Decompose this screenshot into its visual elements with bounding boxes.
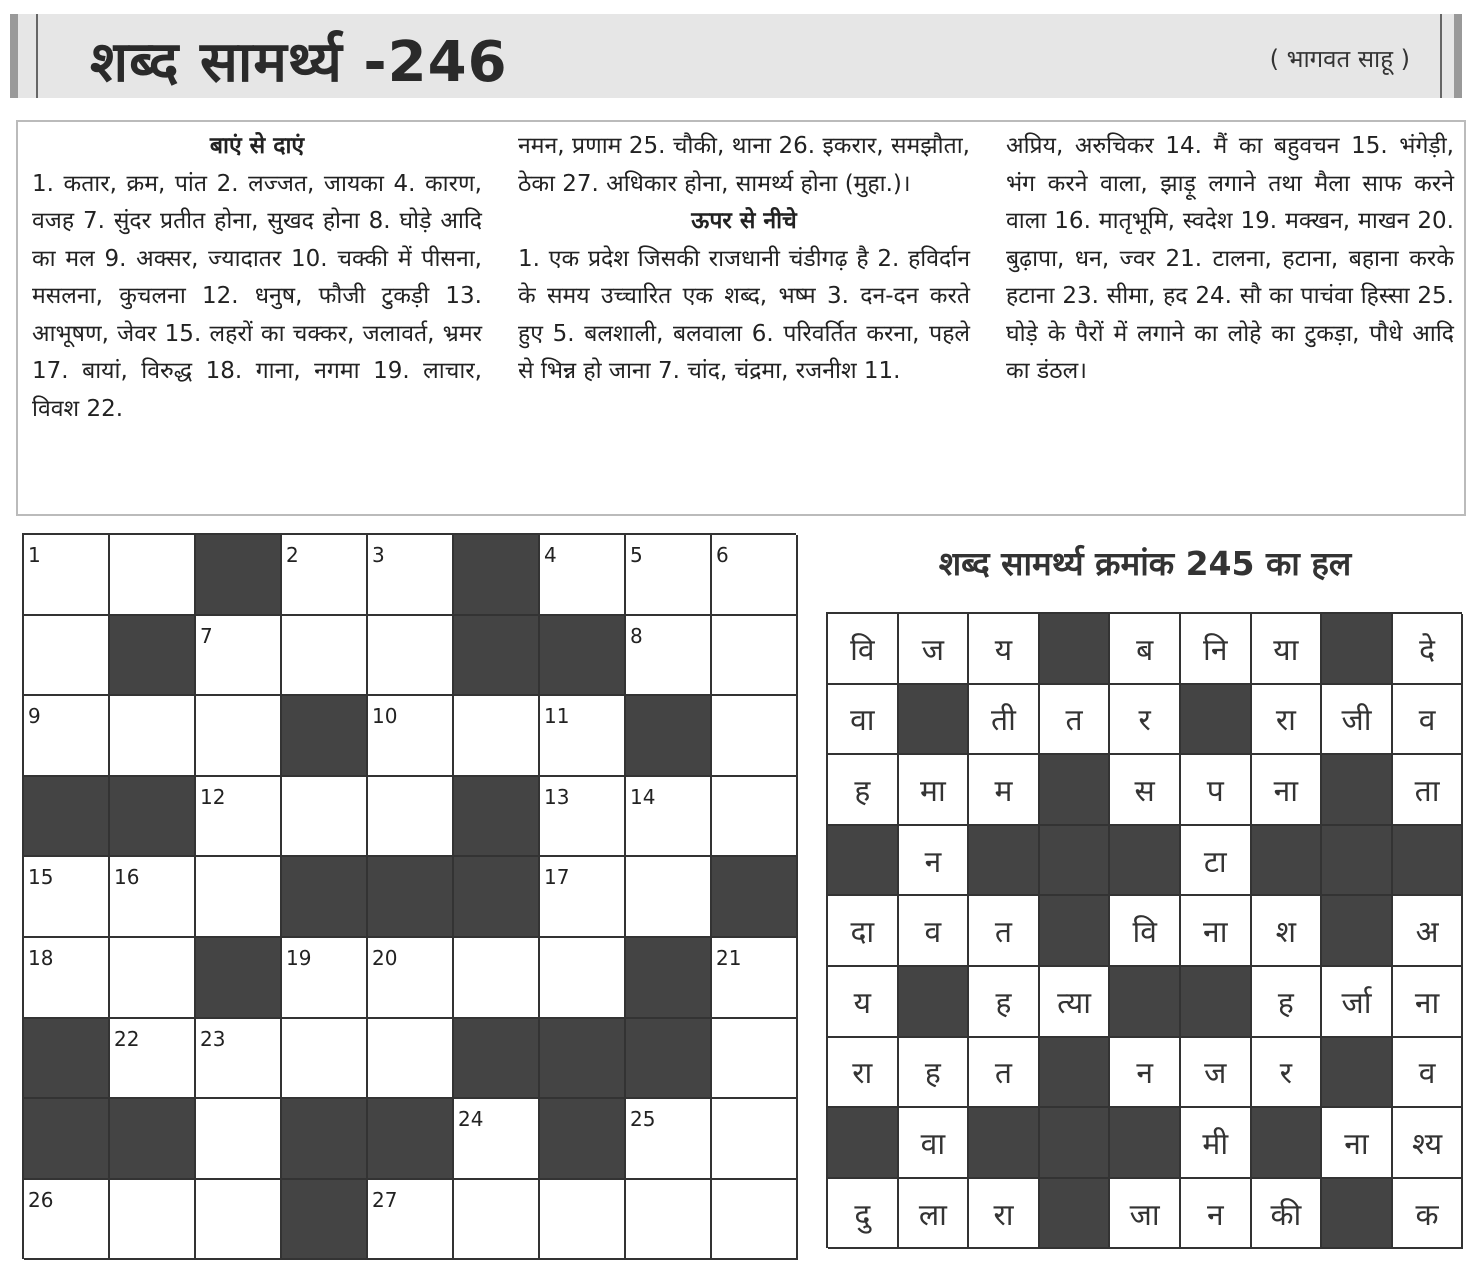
solution-cell: दु [828, 1179, 899, 1250]
solution-title: शब्द सामर्थ्य क्रमांक 245 का हल [938, 544, 1352, 583]
grid-cell-blocked [24, 1099, 110, 1180]
solution-cell: त [969, 1038, 1040, 1109]
grid-cell-blocked [110, 616, 196, 697]
solution-cell-blocked [1322, 896, 1393, 967]
across-clues-text: 1. कतार, क्रम, पांत 2. लज्जत, जायका 4. कारण, वजह 7. सुंदर प्रतीत होना, सुखद होना 8. घोड़े आदि का मल 9. अक्सर, ज्यादातर 10. चक्की में पीसना, मसलना, कुचलना 12. धनुष, फौजी टुकड़ी 13. आभूषण, जेवर 15. लहरों का चक्कर, जलावर्त, भ्रमर 17. बायां, विरुद्ध 18. गाना, नगमा 19. लाचार, विवश 22. [32, 170, 482, 422]
clue-number: 10 [372, 704, 398, 729]
grid-cell[interactable] [196, 857, 282, 938]
grid-cell[interactable] [110, 1180, 196, 1261]
grid-cell[interactable] [712, 696, 798, 777]
solution-cell: ह [828, 755, 899, 826]
solution-cell: टा [1181, 826, 1252, 897]
solution-cell: क [1393, 1179, 1464, 1250]
solution-cell: त्या [1040, 967, 1111, 1038]
down-clues-continued: अप्रिय, अरुचिकर 14. मैं का बहुवचन 15. भंगेड़ी, भंग करने वाला, झाड़ू लगाने तथा मैला साफ करने वाला 16. मातृभूमि, स्वदेश 19. मक्खन, माखन 20. बुढ़ापा, धन, ज्वर 21. टालना, हटाना, बहाना करके हटाना 23. सीमा, हद 24. सौ का पाचंवा हिस्सा 25. घोड़े के पैरों में लगाने का लोहे का टुकड़ा, पौधे आदि का डंठल। [1006, 133, 1454, 384]
solution-cell: य [828, 967, 899, 1038]
across-clues-continued: नमन, प्रणाम 25. चौकी, थाना 26. इकरार, समझौता, ठेका 27. अधिकार होना, सामर्थ्य होना (मुहा.)। [518, 133, 970, 197]
solution-cell-blocked [1040, 1179, 1111, 1250]
grid-cell-blocked [282, 857, 368, 938]
grid-cell[interactable] [540, 777, 626, 858]
clue-number: 27 [372, 1187, 398, 1212]
grid-cell[interactable] [712, 616, 798, 697]
clue-number: 17 [544, 865, 570, 890]
clue-number: 20 [372, 945, 398, 970]
solution-cell-blocked [1040, 1038, 1111, 1109]
grid-cell[interactable] [368, 696, 454, 777]
solution-cell: ना [1252, 755, 1323, 826]
solution-cell: ब [1110, 614, 1181, 685]
grid-cell[interactable] [24, 696, 110, 777]
grid-cell-blocked [454, 777, 540, 858]
solution-cell: श्य [1393, 1108, 1464, 1179]
puzzle-title: शब्द सामर्थ्य -246 [90, 30, 508, 95]
grid-cell[interactable] [712, 1019, 798, 1100]
grid-cell[interactable] [282, 777, 368, 858]
grid-cell[interactable] [626, 535, 712, 616]
grid-cell-blocked [540, 1099, 626, 1180]
solution-cell-blocked [1393, 826, 1464, 897]
solution-cell: मा [899, 755, 970, 826]
clues-column-3 [1006, 128, 1454, 391]
grid-cell[interactable] [626, 1180, 712, 1261]
grid-cell-blocked [626, 1019, 712, 1100]
clue-number: 26 [28, 1187, 54, 1212]
clue-number: 8 [630, 623, 643, 648]
grid-cell[interactable] [368, 777, 454, 858]
clue-number: 2 [286, 543, 299, 567]
grid-cell[interactable] [712, 777, 798, 858]
grid-cell-blocked [282, 696, 368, 777]
solution-cell: ह [1252, 967, 1323, 1038]
solution-cell-blocked [828, 1108, 899, 1179]
grid-cell-blocked [196, 938, 282, 1019]
solution-cell: जी [1322, 685, 1393, 756]
grid-cell[interactable] [24, 857, 110, 938]
solution-cell: दे [1393, 614, 1464, 685]
grid-cell-blocked [540, 616, 626, 697]
grid-cell-blocked [712, 857, 798, 938]
solution-cell-blocked [1110, 967, 1181, 1038]
grid-cell[interactable] [540, 1180, 626, 1261]
solution-cell-blocked [1040, 826, 1111, 897]
solution-cell: की [1252, 1179, 1323, 1250]
grid-cell[interactable] [712, 535, 798, 616]
solution-cell: व [1393, 685, 1464, 756]
solution-cell: प [1181, 755, 1252, 826]
solution-cell: श [1252, 896, 1323, 967]
grid-cell-blocked [368, 857, 454, 938]
clues-column-2 [518, 128, 970, 391]
solution-cell: व [899, 896, 970, 967]
solution-cell-blocked [1040, 614, 1111, 685]
grid-cell[interactable] [110, 857, 196, 938]
grid-cell[interactable] [454, 1099, 540, 1180]
clue-number: 19 [286, 945, 312, 970]
solution-cell: व [1393, 1038, 1464, 1109]
down-clues-text: 1. एक प्रदेश जिसकी राजधानी चंडीगढ़ है 2. हविर्दान के समय उच्चारित एक शब्द, भष्म 3. दन-दन करते हुए 5. बलशाली, बलवाला 6. परिवर्तित करना, पहले से भिन्न हो जाना 7. चांद, चंद्रमा, रजनीश 11. [518, 245, 970, 384]
solution-cell-blocked [828, 826, 899, 897]
solution-cell: स [1110, 755, 1181, 826]
solution-cell-blocked [1040, 1108, 1111, 1179]
grid-cell[interactable] [626, 1099, 712, 1180]
solution-cell-blocked [1110, 1108, 1181, 1179]
grid-cell[interactable] [24, 616, 110, 697]
grid-cell[interactable] [24, 938, 110, 1019]
clue-number: 3 [372, 543, 385, 567]
clue-number: 22 [114, 1026, 140, 1051]
solution-cell: ना [1181, 896, 1252, 967]
solution-cell-blocked [1040, 896, 1111, 967]
solution-cell: वि [1110, 896, 1181, 967]
grid-cell[interactable] [368, 1019, 454, 1100]
solution-cell: ह [969, 967, 1040, 1038]
grid-cell[interactable] [282, 535, 368, 616]
grid-cell[interactable] [540, 938, 626, 1019]
solution-cell-blocked [1322, 826, 1393, 897]
solution-cell-blocked [1322, 1038, 1393, 1109]
solution-cell: नि [1181, 614, 1252, 685]
clue-number: 7 [200, 623, 213, 648]
solution-cell: म [969, 755, 1040, 826]
solution-cell: वा [899, 1108, 970, 1179]
grid-cell[interactable] [196, 777, 282, 858]
solution-cell: र [1252, 1038, 1323, 1109]
solution-cell-blocked [969, 826, 1040, 897]
solution-cell-blocked [1252, 1108, 1323, 1179]
header-banner [10, 14, 1462, 98]
solution-cell: त [969, 896, 1040, 967]
grid-cell-blocked [454, 616, 540, 697]
solution-cell-blocked [969, 1108, 1040, 1179]
grid-cell-blocked [368, 1099, 454, 1180]
clue-number: 21 [716, 945, 742, 970]
solution-cell-blocked [1322, 755, 1393, 826]
grid-cell[interactable] [110, 938, 196, 1019]
grid-cell[interactable] [626, 616, 712, 697]
solution-cell: ह [899, 1038, 970, 1109]
grid-cell-blocked [282, 1099, 368, 1180]
solution-cell: मी [1181, 1108, 1252, 1179]
clue-number: 14 [630, 784, 656, 809]
clue-number: 24 [458, 1107, 484, 1132]
grid-cell[interactable] [368, 616, 454, 697]
grid-cell-blocked [454, 535, 540, 616]
grid-cell[interactable] [196, 696, 282, 777]
clue-number: 6 [716, 543, 729, 567]
solution-cell-blocked [899, 967, 970, 1038]
grid-cell-blocked [626, 938, 712, 1019]
clue-number: 12 [200, 784, 226, 809]
grid-cell[interactable] [540, 535, 626, 616]
solution-cell: न [1110, 1038, 1181, 1109]
grid-cell[interactable] [540, 857, 626, 938]
solution-cell: ना [1322, 1108, 1393, 1179]
solution-cell: ता [1393, 755, 1464, 826]
solution-cell: न [1181, 1179, 1252, 1250]
grid-cell-blocked [454, 857, 540, 938]
grid-cell-blocked [24, 777, 110, 858]
grid-cell-blocked [282, 1180, 368, 1261]
grid-cell[interactable] [282, 1019, 368, 1100]
clue-number: 25 [630, 1107, 656, 1132]
grid-cell[interactable] [454, 1180, 540, 1261]
solution-cell: रा [1252, 685, 1323, 756]
grid-cell[interactable] [24, 535, 110, 616]
solution-cell-blocked [1040, 755, 1111, 826]
solution-cell: अ [1393, 896, 1464, 967]
solution-cell: रा [969, 1179, 1040, 1250]
grid-cell[interactable] [110, 535, 196, 616]
clue-number: 15 [28, 865, 54, 890]
crossword-grid [22, 533, 796, 1259]
grid-cell[interactable] [110, 1019, 196, 1100]
solution-cell: ज [1181, 1038, 1252, 1109]
grid-cell[interactable] [110, 696, 196, 777]
grid-cell-blocked [540, 1019, 626, 1100]
solution-cell-blocked [1181, 967, 1252, 1038]
grid-cell[interactable] [196, 1180, 282, 1261]
solution-cell-blocked [1322, 614, 1393, 685]
solution-cell: ज [899, 614, 970, 685]
solution-cell: ती [969, 685, 1040, 756]
solution-cell: र [1110, 685, 1181, 756]
solution-cell: न [899, 826, 970, 897]
solution-cell: दा [828, 896, 899, 967]
solution-grid [826, 612, 1462, 1248]
grid-cell-blocked [24, 1019, 110, 1100]
clue-number: 5 [630, 543, 643, 567]
solution-cell: त [1040, 685, 1111, 756]
solution-cell-blocked [1252, 826, 1323, 897]
solution-cell: य [969, 614, 1040, 685]
clue-number: 23 [200, 1026, 226, 1051]
solution-cell-blocked [1110, 826, 1181, 897]
grid-cell[interactable] [712, 1180, 798, 1261]
grid-cell[interactable] [626, 857, 712, 938]
grid-cell[interactable] [282, 616, 368, 697]
solution-cell-blocked [1322, 1179, 1393, 1250]
solution-cell: ना [1393, 967, 1464, 1038]
solution-cell-blocked [899, 685, 970, 756]
grid-cell[interactable] [196, 1099, 282, 1180]
grid-cell[interactable] [368, 938, 454, 1019]
clue-number: 13 [544, 784, 570, 809]
grid-cell-blocked [110, 1099, 196, 1180]
grid-cell[interactable] [368, 1180, 454, 1261]
solution-cell: जा [1110, 1179, 1181, 1250]
grid-cell[interactable] [196, 1019, 282, 1100]
grid-cell[interactable] [712, 1099, 798, 1180]
solution-cell-blocked [1181, 685, 1252, 756]
clues-column-1 [32, 128, 482, 428]
clue-number: 11 [544, 704, 570, 729]
clues-panel [16, 120, 1466, 516]
grid-cell[interactable] [626, 777, 712, 858]
grid-cell[interactable] [454, 938, 540, 1019]
grid-cell[interactable] [540, 696, 626, 777]
clue-number: 16 [114, 865, 140, 890]
grid-cell[interactable] [454, 696, 540, 777]
grid-cell[interactable] [712, 938, 798, 1019]
down-heading: ऊपर से नीचे [691, 208, 797, 234]
solution-cell: वि [828, 614, 899, 685]
grid-cell[interactable] [24, 1180, 110, 1261]
clue-number: 1 [28, 543, 41, 567]
grid-cell-blocked [110, 777, 196, 858]
clue-number: 4 [544, 543, 557, 567]
grid-cell-blocked [626, 696, 712, 777]
grid-cell-blocked [196, 535, 282, 616]
grid-cell[interactable] [196, 616, 282, 697]
grid-cell[interactable] [282, 938, 368, 1019]
author-credit: ( भागवत साहू ) [1269, 45, 1410, 73]
solution-cell: या [1252, 614, 1323, 685]
clue-number: 9 [28, 704, 41, 729]
across-heading: बाएं से दाएं [209, 133, 305, 159]
clue-number: 18 [28, 945, 54, 970]
solution-cell: ला [899, 1179, 970, 1250]
solution-cell: रा [828, 1038, 899, 1109]
solution-cell: र्जा [1322, 967, 1393, 1038]
solution-cell: वा [828, 685, 899, 756]
grid-cell-blocked [454, 1019, 540, 1100]
grid-cell[interactable] [368, 535, 454, 616]
